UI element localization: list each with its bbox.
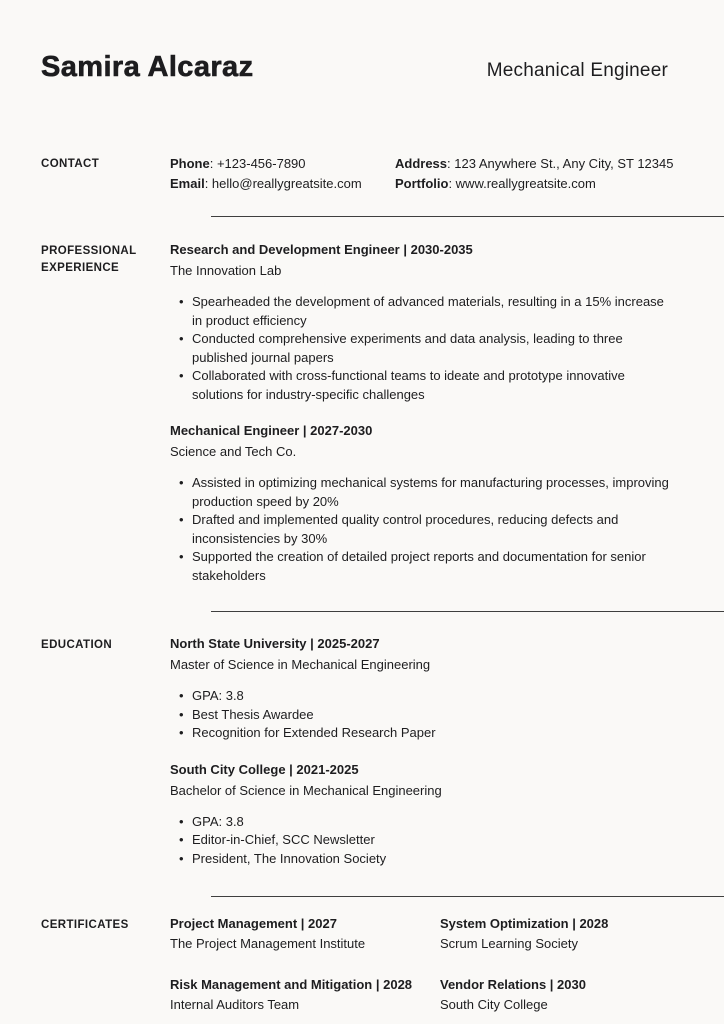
bullet-text: Supported the creation of detailed project reports and documentation for senior stakeholders (192, 549, 646, 583)
bullet-item (170, 687, 676, 706)
bullet-text: Editor-in-Chief, SCC Newsletter (192, 832, 375, 847)
education-entry (170, 635, 676, 743)
label-separator: : (204, 176, 212, 191)
contact-section (41, 154, 724, 194)
certificate-org: The Project Management Institute (170, 936, 366, 951)
contact-portfolio-label: Portfolio (395, 176, 449, 191)
job-company: Science and Tech Co. (170, 444, 297, 459)
contact-address-label: Address (395, 156, 448, 171)
bullet-text: Drafted and implemented quality control procedures, reducing defects and inconsistencies by 30% (192, 512, 619, 546)
bullet-icon: • (179, 549, 184, 564)
resume-header (41, 0, 724, 84)
bullet-text: Recognition for Extended Research Paper (192, 725, 436, 740)
bullet-text: GPA: 3.8 (192, 813, 244, 829)
contact-address (395, 154, 708, 174)
bullet-item (170, 330, 676, 367)
bullet-item (170, 548, 676, 585)
section-divider (211, 896, 724, 897)
bullet-text: GPA: 3.8 (192, 688, 244, 703)
bullet-item (170, 511, 676, 548)
section-label-certificates: CERTIFICATES (41, 919, 129, 931)
section-divider (211, 216, 724, 217)
school-bullet-list (170, 687, 676, 743)
bullet-icon: • (179, 475, 184, 490)
label-separator: : (447, 156, 455, 171)
job-bullet-list (170, 474, 676, 585)
section-label-contact: CONTACT (41, 158, 100, 170)
bullet-icon: • (179, 850, 184, 866)
education-section (41, 635, 724, 868)
candidate-title: Mechanical Engineer (486, 60, 668, 81)
certificate-title: Project Management | 2027 (170, 916, 337, 931)
bullet-item (170, 813, 676, 832)
experience-content (170, 241, 724, 585)
job-title: Research and Development Engineer | 2030-2035 (170, 242, 473, 257)
job-entry (170, 241, 676, 404)
section-label-experience: PROFESSIONAL EXPERIENCE (41, 245, 137, 274)
bullet-text: Conducted comprehensive experiments and data analysis, leading to three published journal papers (192, 331, 623, 365)
school-degree: Master of Science in Mechanical Engineering (170, 657, 431, 672)
certificate-org: Internal Auditors Team (170, 997, 300, 1012)
certificates-content (170, 915, 724, 1013)
bullet-item (170, 367, 676, 404)
contact-column-left (170, 154, 395, 194)
bullet-item (170, 724, 676, 743)
contact-portfolio (395, 174, 708, 194)
certificate-entry (440, 976, 708, 1013)
contact-content (170, 154, 724, 194)
contact-phone (170, 154, 395, 174)
contact-column-right (395, 154, 708, 194)
candidate-name: Samira Alcaraz (41, 51, 254, 83)
bullet-text: Best Thesis Awardee (192, 706, 314, 722)
contact-address-value: 123 Anywhere St., Any City, ST 12345 (454, 156, 674, 171)
certificate-title: Vendor Relations | 2030 (440, 977, 586, 992)
contact-phone-label: Phone (170, 156, 210, 171)
bullet-icon: • (179, 368, 184, 383)
certificates-section (41, 915, 724, 1013)
school-bullet-list (170, 813, 676, 869)
bullet-text: Assisted in optimizing mechanical systems for manufacturing processes, improving production speed by 20% (192, 475, 669, 509)
job-entry (170, 422, 676, 585)
contact-portfolio-value: www.reallygreatsite.com (455, 176, 596, 191)
school-degree: Bachelor of Science in Mechanical Engineering (170, 782, 442, 798)
education-entry (170, 761, 676, 869)
bullet-item (170, 831, 676, 850)
label-separator: : (448, 176, 456, 191)
bullet-text: Spearheaded the development of advanced materials, resulting in a 15% increase in product efficiency (192, 294, 664, 328)
bullet-icon: • (179, 512, 184, 527)
section-divider (211, 611, 724, 612)
certificate-title: System Optimization | 2028 (440, 916, 609, 931)
label-separator: : (209, 156, 217, 171)
contact-email-label: Email (170, 176, 205, 191)
contact-email (170, 174, 395, 194)
bullet-item (170, 706, 676, 725)
contact-email-value: hello@reallygreatsite.com (211, 176, 362, 191)
experience-section (41, 241, 724, 585)
certificate-entry (170, 915, 440, 952)
bullet-icon: • (179, 294, 184, 309)
certificate-title: Risk Management and Mitigation | 2028 (170, 977, 413, 992)
certificate-entry (440, 915, 708, 952)
certificate-org: South City College (440, 997, 548, 1012)
bullet-item (170, 850, 676, 869)
bullet-icon: • (179, 832, 184, 847)
bullet-icon: • (179, 725, 184, 740)
bullet-icon: • (179, 813, 184, 829)
certificate-entry (170, 976, 440, 1013)
section-label-education: EDUCATION (41, 639, 113, 651)
job-title: Mechanical Engineer | 2027-2030 (170, 423, 373, 438)
bullet-item (170, 474, 676, 511)
bullet-text: Collaborated with cross-functional teams to ideate and prototype innovative solutions for industry-specific challenges (192, 368, 625, 402)
certificate-org: Scrum Learning Society (440, 936, 579, 951)
bullet-icon: • (179, 331, 184, 346)
job-company: The Innovation Lab (170, 263, 282, 278)
bullet-text: President, The Innovation Society (192, 850, 387, 866)
bullet-item (170, 293, 676, 330)
job-bullet-list (170, 293, 676, 404)
contact-phone-value: +123-456-7890 (216, 156, 306, 171)
bullet-icon: • (179, 706, 184, 722)
education-content (170, 635, 724, 868)
school-title: North State University | 2025-2027 (170, 636, 380, 651)
school-title: South City College | 2021-2025 (170, 761, 359, 777)
bullet-icon: • (179, 688, 184, 703)
